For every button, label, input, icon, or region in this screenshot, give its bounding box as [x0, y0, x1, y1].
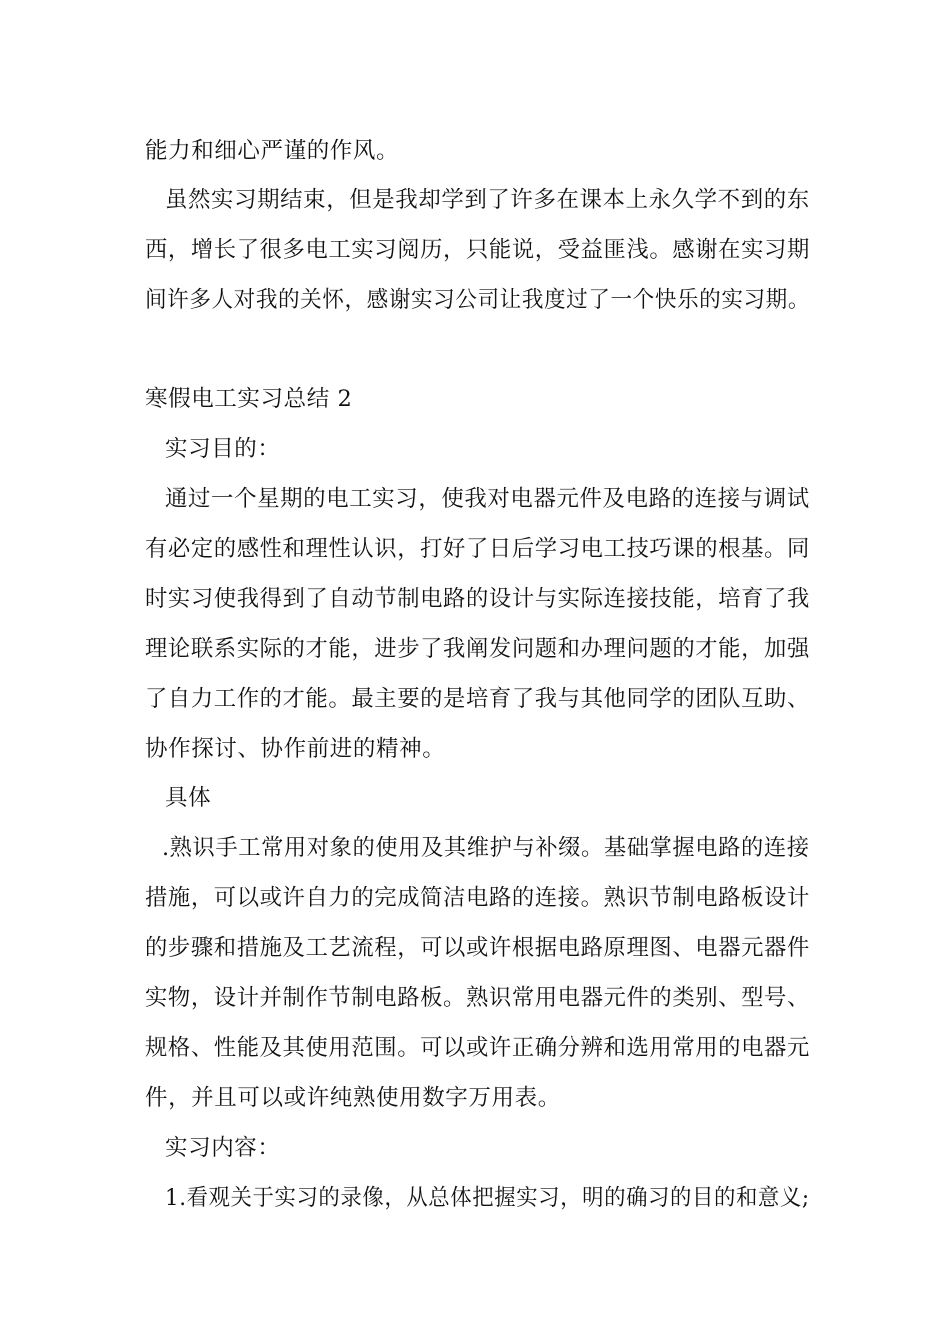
- paragraph-line: 间许多人对我的关怀，感谢实习公司让我度过了一个快乐的实习期。: [145, 287, 811, 313]
- paragraph-line: 的步骤和措施及工艺流程，可以或许根据电路原理图、电器元器件: [145, 935, 810, 961]
- paragraph-line: 时实习使我得到了自动节制电路的设计与实际连接技能，培育了我: [145, 586, 810, 612]
- paragraph-line: 有必定的感性和理性认识，打好了日后学习电工技巧课的根基。同: [145, 536, 810, 562]
- paragraph-line: 能力和细心严谨的作风。: [145, 138, 400, 164]
- paragraph-line: 西，增长了很多电工实习阅历，只能说，受益匪浅。感谢在实习期: [145, 237, 810, 263]
- list-item: 1.看观关于实习的录像，从总体把握实习，明的确习的目的和意义;: [165, 1185, 810, 1211]
- paragraph-line: 通过一个星期的电工实习，使我对电器元件及电路的连接与调试: [165, 486, 810, 512]
- paragraph-line: 理论联系实际的才能，进步了我阐发问题和办理问题的才能，加强: [145, 636, 810, 662]
- subheading: 实习内容：: [165, 1135, 281, 1161]
- paragraph-line: 件，并且可以或许纯熟使用数字万用表。: [145, 1085, 561, 1111]
- subheading: 具体: [165, 785, 212, 811]
- paragraph-line: .熟识手工常用对象的使用及其维护与补缀。基础掌握电路的连接: [162, 835, 810, 861]
- paragraph-line: 措施，可以或许自力的完成简洁电路的连接。熟识节制电路板设计: [145, 885, 810, 911]
- paragraph-line: 虽然实习期结束，但是我却学到了许多在课本上永久学不到的东: [165, 187, 810, 213]
- paragraph-line: 了自力工作的才能。最主要的是培育了我与其他同学的团队互助、: [145, 686, 810, 712]
- paragraph-line: 规格、性能及其使用范围。可以或许正确分辨和选用常用的电器元: [145, 1035, 810, 1061]
- subheading: 实习目的：: [165, 436, 281, 462]
- paragraph-line: 协作探讨、协作前进的精神。: [145, 736, 446, 762]
- section-heading: 寒假电工实习总结 2: [145, 386, 353, 412]
- paragraph-line: 实物，设计并制作节制电路板。熟识常用电器元件的类别、型号、: [145, 985, 810, 1011]
